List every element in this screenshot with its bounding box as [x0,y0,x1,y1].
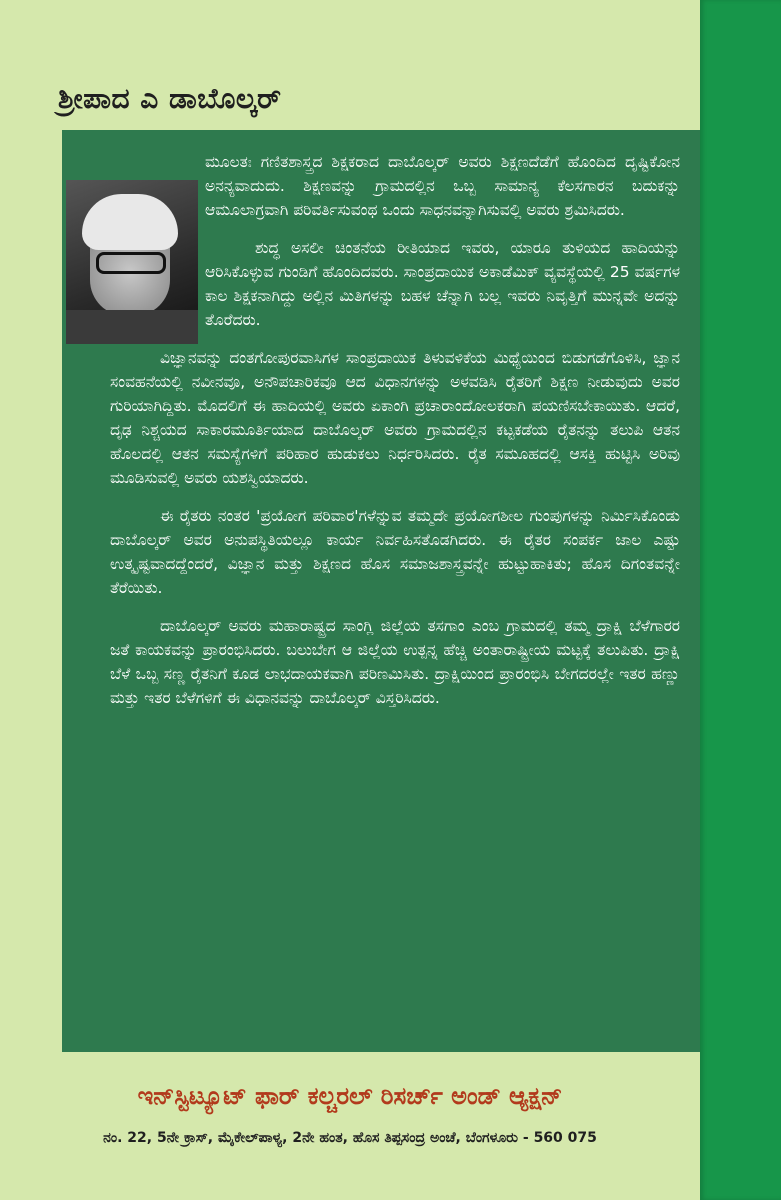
bio-paragraph-2: ಶುದ್ಧ ಅಸಲೀ ಚಿಂತನೆಯ ರೀತಿಯಾದ ಇವರು, ಯಾರೂ ತುಳಿಯದ ಹಾದಿಯನ್ನು ಆರಿಸಿಕೊಳ್ಳುವ ಗುಂಡಿಗೆ ಹೊಂದಿದವರು. ಸಾಂಪ್ರದಾಯಿಕ ಅಕಾಡೆಮಿಕ್ ವ್ಯವಸ್ಥೆಯಲ್ಲಿ 25 ವರ್ಷಗಳ ಕಾಲ ಶಿಕ್ಷಕನಾಗಿದ್ದು ಅಲ್ಲಿನ ಮಿತಿಗಳನ್ನು ಬಹಳ ಚೆನ್ನಾಗಿ ಬಲ್ಲ ಇವರು ನಿವೃತ್ತಿಗೆ ಮುನ್ನವೇ ಅದನ್ನು ತೊರೆದರು. [205,239,680,329]
bio-paragraph-3: ವಿಜ್ಞಾನವನ್ನು ದಂತಗೋಪುರವಾಸಿಗಳ ಸಾಂಪ್ರದಾಯಿಕ ತಿಳುವಳಿಕೆಯ ಮಿಥ್ಯೆಯಿಂದ ಬಿಡುಗಡೆಗೊಳಿಸಿ, ಜ್ಞಾನ ಸಂವಹನೆಯಲ್ಲಿ ನವೀನವೂ, ಅನೌಪಚಾರಿಕವೂ ಆದ ವಿಧಾನಗಳನ್ನು ಅಳವಡಿಸಿ ರೈತರಿಗೆ ಶಿಕ್ಷಣ ನೀಡುವುದು ಅವರ ಗುರಿಯಾಗಿದ್ದಿತು. ಮೊದಲಿಗೆ ಈ ಹಾದಿಯಲ್ಲಿ ಅವರು ಏಕಾಂಗಿ ಪ್ರಚಾರಾಂದೋಲಕರಾಗಿ ಪಯಣಿಸಬೇಕಾಯಿತು. ಆದರೆ, ದೃಢ ನಿಶ್ಚಯದ ಸಾಕಾರಮೂರ್ತಿಯಾದ ದಾಬೊಲ್ಕರ್ ಅವರು ಗ್ರಾಮದಲ್ಲಿನ ಕಟ್ಟಕಡೆಯ ರೈತನನ್ನು ತಲುಪಿ ಆತನ ಹೊಲದಲ್ಲಿ ಆತನ ಸಮಸ್ಯೆಗಳಿಗೆ ಪರಿಹಾರ ಹುಡುಕಲು ನಿರ್ಧರಿಸಿದರು. ರೈತ ಸಮೂಹದಲ್ಲಿ ಆಸಕ್ತಿ ಹುಟ್ಟಿಸಿ ಅರಿವು ಮೂಡಿಸುವಲ್ಲಿ ಅವರು ಯಶಸ್ವಿಯಾದರು. [110,349,680,487]
bio-paragraph-4: ಈ ರೈತರು ನಂತರ 'ಪ್ರಯೋಗ ಪರಿವಾರ'ಗಳೆನ್ನುವ ತಮ್ಮದೇ ಪ್ರಯೋಗಶೀಲ ಗುಂಪುಗಳನ್ನು ನಿರ್ಮಿಸಿಕೊಂಡು ದಾಬೊಲ್ಕರ್ ಅವರ ಅನುಪಸ್ಥಿತಿಯಲ್ಲೂ ಕಾರ್ಯ ನಿರ್ವಹಿಸತೊಡಗಿದರು. ಈ ರೈತರ ಸಂಪರ್ಕ ಜಾಲ ಎಷ್ಟು ಉತ್ಕೃಷ್ಟವಾದದ್ದೆಂದರೆ, ವಿಜ್ಞಾನ ಮತ್ತು ಶಿಕ್ಷಣದ ಹೊಸ ಸಮಾಜಶಾಸ್ತ್ರವನ್ನೇ ಹುಟ್ಟುಹಾಕಿತು; ಹೊಸ ದಿಗಂತವನ್ನೇ ತೆರೆಯಿತು. [110,507,680,597]
author-name: ಶ್ರೀಪಾದ ಎ ಡಾಬೊಲ್ಕರ್ [58,82,282,115]
publisher-address: ನಂ. 22, 5ನೇ ಕ್ರಾಸ್, ಮೈಕೇಲ್‌ಪಾಳ್ಯ, 2ನೇ ಹಂತ, ಹೊಸ ತಿಪ್ಪಸಂದ್ರ ಅಂಚೆ, ಬೆಂಗಳೂರು - 560 075 [103,1130,597,1146]
bio-paragraph-1: ಮೂಲತಃ ಗಣಿತಶಾಸ್ತ್ರದ ಶಿಕ್ಷಕರಾದ ದಾಬೊಲ್ಕರ್ ಅವರು ಶಿಕ್ಷಣದೆಡೆಗೆ ಹೊಂದಿದ ದೃಷ್ಟಿಕೋನ ಅನನ್ಯವಾದುದು. ಶಿಕ್ಷಣವನ್ನು ಗ್ರಾಮದಲ್ಲಿನ ಒಬ್ಬ ಸಾಮಾನ್ಯ ಕೆಲಸಗಾರನ ಬದುಕನ್ನು ಆಮೂಲಾಗ್ರವಾಗಿ ಪರಿವರ್ತಿಸುವಂಥ ಒಂದು ಸಾಧನವನ್ನಾಗಿಸುವಲ್ಲಿ ಅವರು ಶ್ರಮಿಸಿದರು. [205,153,680,219]
book-spine [700,0,781,1200]
bio-paragraph-5: ದಾಬೊಲ್ಕರ್ ಅವರು ಮಹಾರಾಷ್ಟ್ರದ ಸಾಂಗ್ಲಿ ಜಿಲ್ಲೆಯ ತಸಗಾಂ ಎಂಬ ಗ್ರಾಮದಲ್ಲಿ ತಮ್ಮ ದ್ರಾಕ್ಷಿ ಬೆಳೆಗಾರರ ಜತೆ ಕಾಯಕವನ್ನು ಪ್ರಾರಂಭಿಸಿದರು. ಬಲುಬೇಗ ಆ ಜಿಲ್ಲೆಯ ಉತ್ಪನ್ನ ಹೆಚ್ಚಿ ಅಂತಾರಾಷ್ಟ್ರೀಯ ಮಟ್ಟಕ್ಕೆ ತಲುಪಿತು. ದ್ರಾಕ್ಷಿ ಬೆಳೆ ಒಬ್ಬ ಸಣ್ಣ ರೈತನಿಗೆ ಕೂಡ ಲಾಭದಾಯಕವಾಗಿ ಪರಿಣಮಿಸಿತು. ದ್ರಾಕ್ಷಿಯಿಂದ ಪ್ರಾರಂಭಿಸಿ ಬೇಗದರಲ್ಲೇ ಇತರ ಹಣ್ಣು ಮತ್ತು ಇತರ ಬೆಳೆಗಳಿಗೆ ಈ ವಿಧಾನವನ್ನು ದಾಬೊಲ್ಕರ್ ವಿಸ್ತರಿಸಿದರು. [110,617,680,707]
bio-text [110,150,680,724]
publisher-name: ಇನ್‌ಸ್ಟಿಟ್ಯೂಟ್ ಫಾರ್ ಕಲ್ಚರಲ್ ರಿಸರ್ಚ್ ಅಂಡ್ ಆ್ಯಕ್ಷನ್ [137,1082,563,1110]
